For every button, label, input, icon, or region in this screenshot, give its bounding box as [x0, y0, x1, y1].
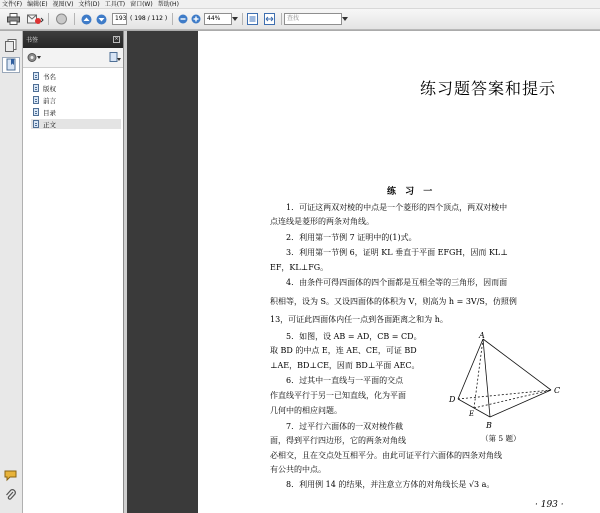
- page-number: · 193 ·: [535, 500, 564, 510]
- text-line: 6．过其中一直线与一平面的交点: [286, 376, 404, 385]
- text-line: 必相交，且在交点处互相平分。由此可证平行六面体的四条对角线: [270, 451, 502, 460]
- search-dropdown-icon[interactable]: [341, 12, 348, 26]
- document-page: [198, 31, 600, 513]
- text-line: 有公共的中点。: [270, 465, 326, 474]
- text-line: 面，得到平行四边形，它的两条对角线: [270, 436, 406, 445]
- next-page-icon[interactable]: [95, 12, 108, 26]
- text-line: 点连线是菱形的两条对角线。: [270, 217, 374, 226]
- toolbar-separator: [242, 13, 243, 25]
- edge-bc: [490, 390, 551, 417]
- toolbar-separator: [48, 13, 49, 25]
- edge-ac: [483, 339, 551, 390]
- edge-ad: [458, 339, 483, 399]
- email-icon[interactable]: [26, 12, 44, 26]
- text-line: 4．由条件可得四面体的四个面都是互相全等的三角形，因而面: [286, 278, 508, 287]
- page-title: 练习题答案和提示: [420, 79, 557, 98]
- page-number-input[interactable]: 193: [112, 13, 127, 25]
- figure-caption: （第 5 题）: [481, 434, 521, 443]
- bookmark-page-icon: [33, 84, 39, 92]
- print-icon[interactable]: [6, 12, 20, 26]
- bookmark-label: 书名: [43, 72, 56, 81]
- fit-page-icon[interactable]: [246, 12, 259, 26]
- label-b: B: [486, 421, 492, 430]
- bookmark-item[interactable]: [33, 83, 56, 93]
- bookmark-page-icon: [33, 108, 39, 116]
- menu-edit[interactable]: 编辑(E): [27, 0, 48, 8]
- text-line: 作直线平行于另一已知直线，化为平面: [270, 391, 406, 400]
- text-line: 5．如图，设 AB = AD，CB = CD。: [286, 332, 422, 341]
- panel-toolbar: [23, 48, 123, 68]
- menu-view[interactable]: 视图(V): [52, 0, 74, 8]
- menu-help[interactable]: 帮助(H): [157, 0, 179, 8]
- menu-bar: [0, 0, 600, 9]
- panel-title: 书签: [26, 37, 39, 44]
- zoom-in-icon[interactable]: [190, 12, 201, 26]
- text-line: 7．过平行六面体的一双对棱作截: [286, 422, 404, 431]
- bookmarks-tab-icon[interactable]: [2, 57, 20, 73]
- menu-file[interactable]: 文件(F): [2, 0, 23, 8]
- sign-icon[interactable]: [54, 12, 68, 26]
- tetrahedron-figure: [438, 331, 573, 431]
- toolbar-separator: [74, 13, 75, 25]
- menu-tools[interactable]: 工具(T): [104, 0, 126, 8]
- toolbar: [0, 9, 600, 30]
- bookmark-item[interactable]: [33, 95, 56, 105]
- bookmark-page-icon: [33, 72, 39, 80]
- segment-ce: [474, 390, 551, 408]
- text-line: 积相等，设为 S。又设四面体的体积为 V，则高为 h = 3V/S，仿照例: [270, 297, 517, 306]
- text-line: ⊥AE，BD⊥CE，因而 BD⊥平面 AEC。: [270, 361, 420, 370]
- label-d: D: [449, 395, 456, 404]
- section-heading: 练 习 一: [387, 187, 436, 197]
- comments-icon[interactable]: [4, 470, 18, 484]
- bookmark-label: 目录: [43, 108, 56, 117]
- zoom-out-icon[interactable]: [177, 12, 188, 26]
- text-line: 2．利用第一节例 7 证明中的(1)式。: [286, 233, 417, 242]
- pages-icon[interactable]: [5, 39, 17, 54]
- bookmark-label: 前言: [43, 96, 56, 105]
- bookmark-item[interactable]: [33, 71, 56, 81]
- search-input[interactable]: 查找: [284, 13, 342, 25]
- bookmark-page-icon: [33, 96, 39, 104]
- fit-width-icon[interactable]: [263, 12, 276, 26]
- toolbar-separator: [281, 13, 282, 25]
- bookmark-label: 版权: [43, 84, 56, 93]
- bookmarks-panel: [23, 31, 124, 513]
- text-line: EF，KL⊥FG。: [270, 263, 329, 272]
- text-line: 8．利用例 14 的结果，并注意立方体的对角线长是 √3 a。: [286, 480, 495, 489]
- menu-window[interactable]: 窗口(W): [130, 0, 153, 8]
- label-a: A: [479, 331, 485, 340]
- bookmark-label: 正文: [43, 120, 56, 129]
- attachments-icon[interactable]: [5, 489, 17, 504]
- options-icon[interactable]: [27, 52, 41, 65]
- toolbar-separator: [172, 13, 173, 25]
- text-line: 几何中的相应问题。: [270, 406, 342, 415]
- label-e: E: [469, 410, 475, 418]
- text-line: 取 BD 的中点 E，连 AE、CE，可证 BD: [270, 346, 417, 355]
- label-c: C: [554, 386, 561, 395]
- page-count: ( 198 / 112 ): [130, 15, 168, 22]
- navigation-rail: [0, 31, 23, 513]
- document-background: [127, 31, 198, 513]
- text-line: 1．可证这两双对棱的中点是一个菱形的四个顶点，两双对棱中: [286, 203, 508, 212]
- bookmark-page-icon: [33, 120, 39, 128]
- text-line: 3．利用第一节例 6，证明 KL 垂直于平面 EFGH，因而 KL⊥: [286, 248, 508, 257]
- previous-page-icon[interactable]: [80, 12, 93, 26]
- close-icon[interactable]: ×: [114, 36, 119, 42]
- chevron-down-icon[interactable]: [231, 12, 238, 26]
- text-line: 13，可证此四面体内任一点到各面距离之和为 h。: [270, 315, 448, 324]
- edge-dc: [458, 390, 551, 399]
- bookmark-item-selected[interactable]: [31, 119, 121, 129]
- bookmark-item[interactable]: [33, 107, 56, 117]
- new-bookmark-icon[interactable]: [109, 52, 121, 65]
- menu-document[interactable]: 文档(D): [78, 0, 100, 8]
- panel-header: [23, 31, 123, 48]
- zoom-select[interactable]: 44%: [204, 13, 232, 25]
